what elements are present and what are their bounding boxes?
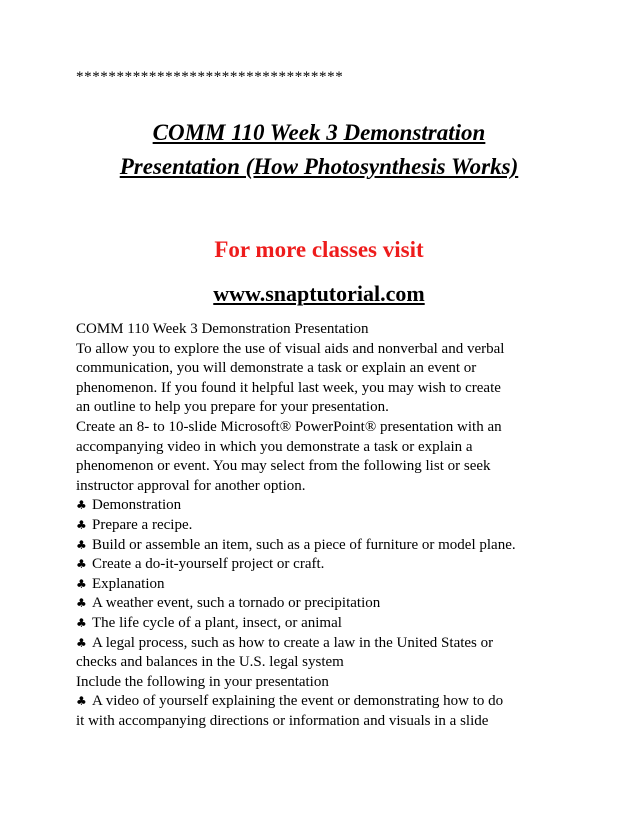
list-item-text: Create a do-it-yourself project or craft. (92, 556, 325, 573)
list-item (76, 634, 616, 654)
list-item-text: A video of yourself explaining the event or demonstrating how to do (92, 693, 504, 710)
intro-line: instructor approval for another option. (76, 477, 306, 494)
intro-line: communication, you will demonstrate a task or explain an event or (76, 360, 477, 377)
intro-line: To allow you to explore the use of visual aids and nonverbal and verbal (76, 340, 505, 357)
list-item (76, 516, 616, 536)
list-item (76, 594, 616, 614)
list-item-text: The life cycle of a plant, insect, or animal (92, 614, 342, 631)
intro-line: phenomenon. If you found it helpful last week, you may wish to create (76, 379, 501, 396)
club-icon: ♣ (76, 615, 87, 630)
intro-line: Create an 8- to 10-slide Microsoft® PowerPoint® presentation with an (76, 418, 502, 435)
include-heading: Include the following in your presentation (76, 673, 329, 690)
list-item-text: Explanation (92, 575, 165, 592)
club-icon: ♣ (76, 694, 87, 709)
list-item (76, 614, 616, 634)
list-item-text: Prepare a recipe. (92, 516, 193, 533)
document-body (76, 320, 616, 731)
list-item-continuation: checks and balances in the U.S. legal system (76, 654, 344, 671)
document-title-line-2: Presentation (How Photosynthesis Works) (119, 154, 519, 179)
intro-line: an outline to help you prepare for your presentation. (76, 399, 389, 416)
separator-stars: ********************************* (76, 69, 344, 85)
intro-line: phenomenon or event. You may select from the following list or seek (76, 458, 491, 475)
club-icon: ♣ (76, 635, 87, 650)
club-icon: ♣ (76, 596, 87, 611)
list-item-text: A weather event, such a tornado or precipitation (92, 595, 381, 612)
list-item (76, 555, 616, 575)
list-item (76, 575, 616, 595)
promo-visit-text: For more classes visit (214, 237, 424, 262)
intro-line: accompanying video in which you demonstrate a task or explain a (76, 438, 473, 455)
club-icon: ♣ (76, 576, 87, 591)
club-icon: ♣ (76, 557, 87, 572)
list-item (76, 536, 616, 556)
document-title (0, 116, 638, 184)
body-heading: COMM 110 Week 3 Demonstration Presentation (76, 321, 369, 337)
list-item-text: Build or assemble an item, such as a piece of furniture or model plane. (92, 536, 516, 553)
document-title-line-1: COMM 110 Week 3 Demonstration (152, 120, 486, 145)
list-item-text: Demonstration (92, 497, 182, 514)
list-item (76, 496, 616, 516)
list-item-text: A legal process, such as how to create a law in the United States or (92, 634, 494, 651)
club-icon: ♣ (76, 517, 87, 532)
club-icon: ♣ (76, 537, 87, 552)
list-item-continuation: it with accompanying directions or information and visuals in a slide (76, 712, 489, 729)
club-icon: ♣ (76, 498, 87, 513)
promo-url-link[interactable]: www.snaptutorial.com (213, 281, 425, 306)
list-item (76, 692, 616, 712)
